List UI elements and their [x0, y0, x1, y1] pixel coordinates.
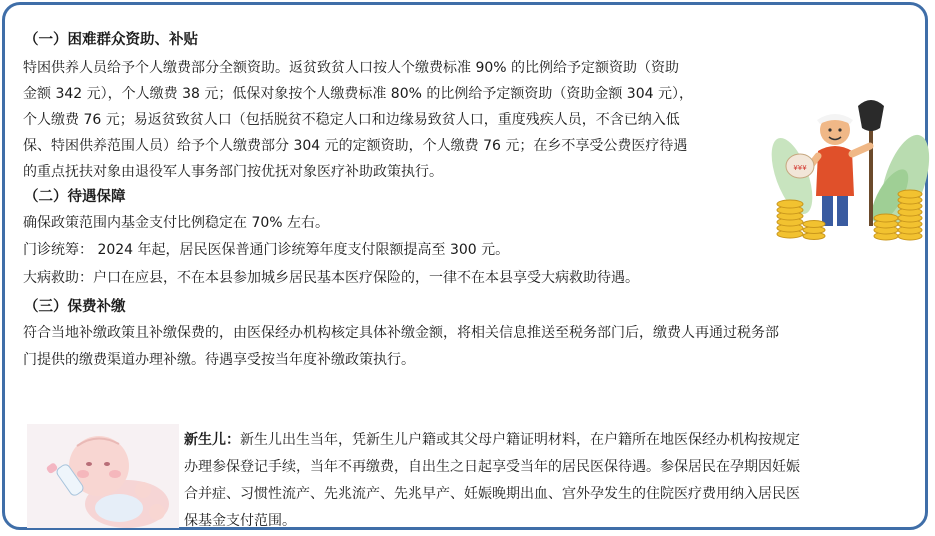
baby-illustration [27, 424, 179, 528]
section1-line: 特困供养人员给予个人缴费部分全额资助。返贫致贫人口按人个缴费标准 90% 的比例给予定额资助（资助 [23, 60, 680, 76]
section1-line: 的重点抚扶对象由退役军人事务部门按优抚对象医疗补助政策执行。 [23, 164, 443, 180]
newborn-line: 办理参保登记手续，当年不再缴费，自出生之日起享受当年的居民医保待遇。参保居民在孕期因妊娠 [184, 459, 800, 475]
newborn-label: 新生儿： [184, 432, 240, 448]
newborn-text: 新生儿出生当年，凭新生儿户籍或其父母户籍证明材料，在户籍所在地医保经办机构按规定 [240, 432, 800, 448]
newborn-line: 保基金支付范围。 [184, 513, 296, 529]
section1-line: 保、特困供养范围人员）给予个人缴费部分 304 元的定额资助，个人缴费 76 元；在乡不享受公费医疗待遇 [23, 138, 688, 154]
section1-heading: （一）困难群众资助、补贴 [24, 32, 198, 48]
section3-heading: （三）保费补缴 [24, 299, 126, 315]
farmer-figure [804, 114, 870, 226]
section3-line: 符合当地补缴政策且补缴保费的，由医保经办机构核定具体补缴金额，将相关信息推送至税务部门后，缴费人再通过税务部 [23, 325, 779, 341]
section1-line: 个人缴费 76 元；易返贫致贫人口（包括脱贫不稳定人口和边缘易致贫人口，重度残疾人员，不含已纳入低 [23, 112, 680, 128]
newborn-line: 合并症、习惯性流产、先兆流产、先兆早产、妊娠晚期出血、宫外孕发生的住院医疗费用纳入居民医 [184, 486, 800, 502]
newborn-line [184, 427, 800, 453]
section1-line: 金额 342 元），个人缴费 38 元；低保对象按个人缴费标准 80% 的比例给予定额资助（资助金额 304 元）， [23, 86, 693, 102]
money-bag-icon [786, 154, 814, 178]
money-bag-text: ¥¥¥ [793, 164, 807, 172]
section2-line: 大病救助：户口在应县，不在本县参加城乡居民基本医疗保险的，一律不在本县享受大病救助待遇。 [23, 270, 639, 286]
section2-line: 门诊统筹： 2024 年起，居民医保普通门诊统筹年度支付限额提高至 300 元。 [23, 242, 510, 258]
farmer-with-coins-illustration [770, 96, 930, 246]
section2-heading: （二）待遇保障 [24, 189, 126, 205]
section2-line: 确保政策范围内基金支付比例稳定在 70% 左右。 [23, 215, 330, 231]
section3-line: 门提供的缴费渠道办理补缴。待遇享受按当年度补缴政策执行。 [23, 352, 415, 368]
